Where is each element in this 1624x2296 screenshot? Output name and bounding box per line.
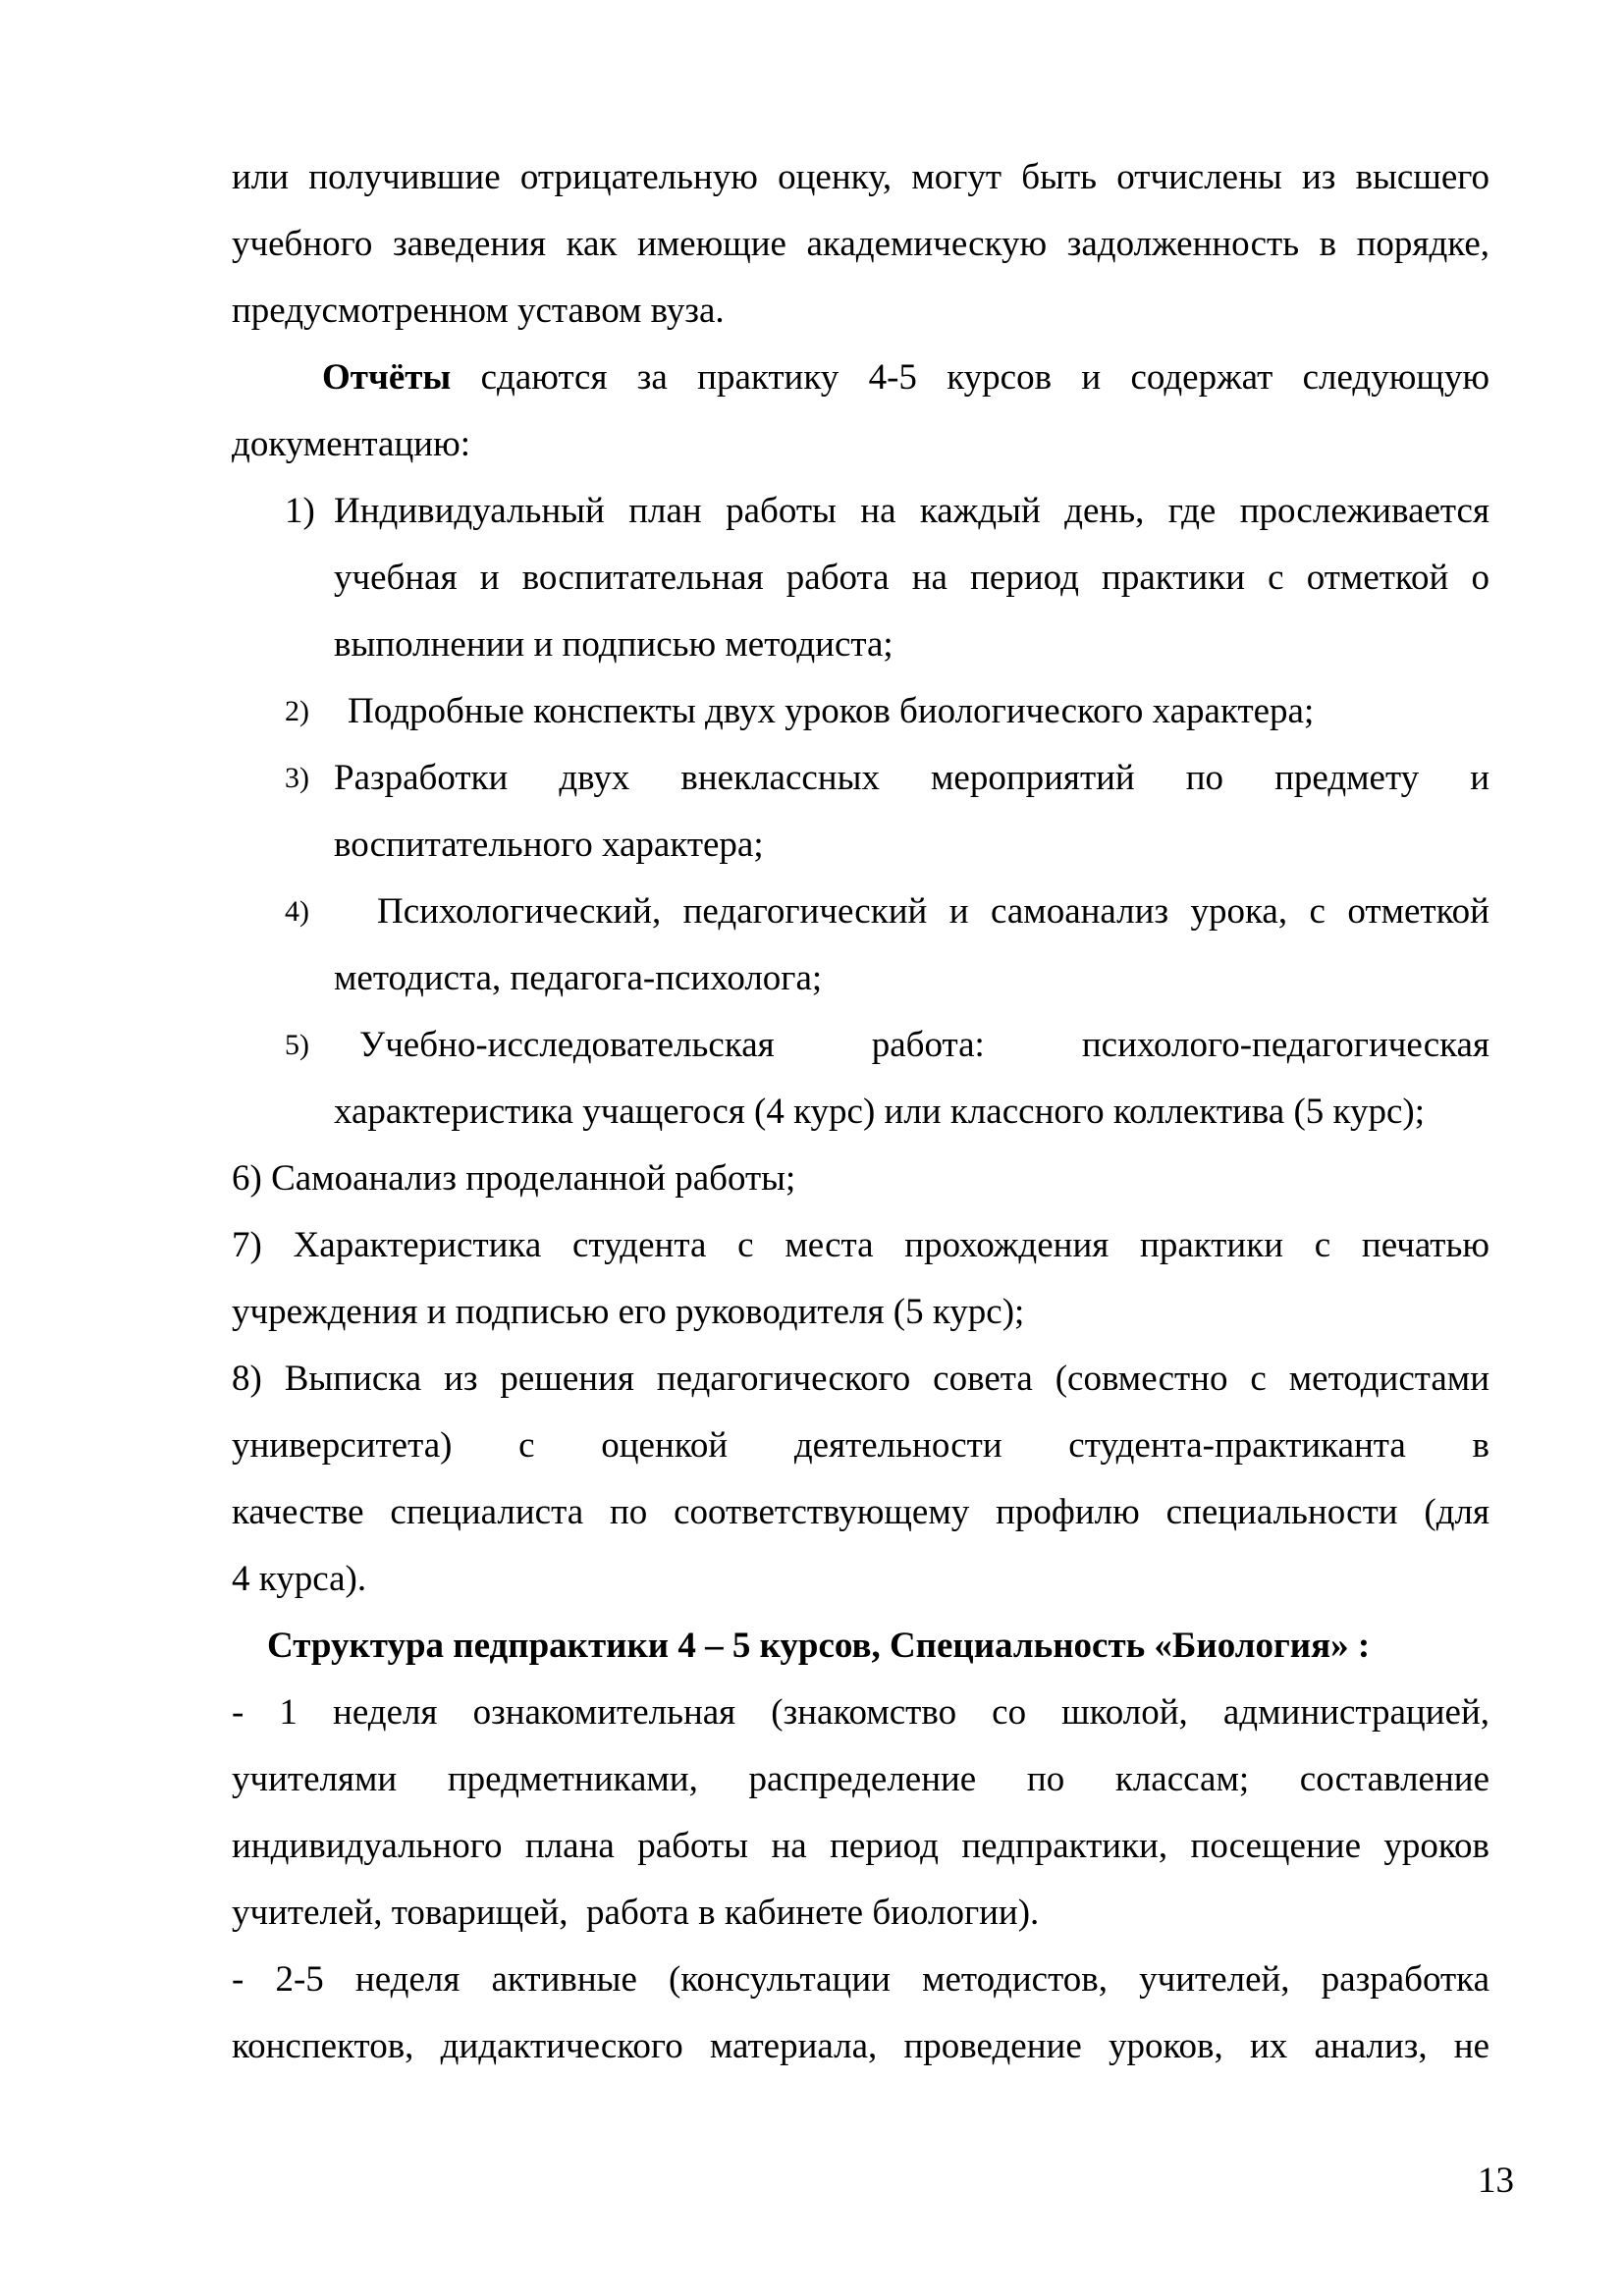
text-line: 8) Выписка из решения педагогического совета (совместно с методистами	[232, 1359, 1489, 1399]
text-line: учителей, товарищей, работа в кабинете биологии).	[232, 1893, 1040, 1933]
text-line: качестве специалиста по соответствующему профилю специальности (для	[232, 1492, 1489, 1532]
text-line: 7) Характеристика студента с места прохождения практики с печатью	[232, 1225, 1489, 1265]
bold-text: Отчёты	[322, 357, 452, 398]
list-item-text	[334, 1012, 1489, 1146]
list-item-3	[232, 745, 1489, 879]
text-line: учреждения и подписью его руководителя (5 курс);	[232, 1292, 1025, 1332]
heading-practice-structure	[232, 1613, 1489, 1680]
list-item-1	[232, 478, 1489, 678]
list-item-text	[334, 745, 1489, 879]
text-line: документацию:	[232, 424, 470, 464]
paragraph-reports-intro	[232, 345, 1489, 478]
text-line: или получившие отрицательную оценку, могут быть отчислены из высшего	[232, 157, 1489, 197]
paragraph-weeks-2-5	[232, 1947, 1489, 2080]
list-item-5	[232, 1012, 1489, 1146]
text-line: методиста, педагога-психолога;	[334, 958, 823, 998]
text-line: учебного заведения как имеющие академическую задолженность в порядке,	[232, 224, 1489, 264]
text-line: Психологический, педагогический и самоанализ урока, с отметкой	[377, 891, 1489, 932]
text-line: Индивидуальный план работы на каждый день, где прослеживается	[334, 491, 1489, 531]
text-line: - 1 неделя ознакомительная (знакомство со школой, администрацией,	[232, 1692, 1489, 1733]
text-line: выполнении и подписью методиста;	[334, 624, 893, 665]
text-line: конспектов, дидактического материала, проведение уроков, их анализ, не	[232, 2026, 1489, 2066]
list-item-text	[334, 478, 1489, 678]
text-line: Учебно-исследовательская работа: психолого-педагогическая	[359, 1025, 1489, 1065]
text-line: индивидуального плана работы на период педпрактики, посещение уроков	[232, 1826, 1489, 1866]
document-body	[232, 144, 1489, 2080]
paragraph-item-7	[232, 1212, 1489, 1346]
text-line: воспитательного характера;	[334, 825, 764, 865]
text-line: Структура педпрактики 4 – 5 курсов, Специальность «Биология» :	[267, 1626, 1371, 1666]
list-marker: 3)	[285, 762, 309, 794]
text-line: учителями предметниками, распределение по классам; составление	[232, 1759, 1489, 1799]
text-line: - 2-5 неделя активные (консультации методистов, учителей, разработка	[232, 1959, 1489, 2000]
paragraph-week-1	[232, 1680, 1489, 1947]
text-line: характеристика учащегося (4 курс) или классного коллектива (5 курс);	[334, 1092, 1425, 1132]
list-marker: 2)	[285, 695, 309, 727]
text-line: Разработки двух внеклассных мероприятий по предмету и	[334, 758, 1489, 798]
text-line: Отчёты сдаются за практику 4-5 курсов и содержат следующую	[322, 357, 1489, 398]
list-item-4	[232, 879, 1489, 1012]
list-item-2	[232, 678, 1489, 745]
text-line: Подробные конспекты двух уроков биологического характера;	[348, 691, 1315, 731]
list-item-text	[334, 678, 1489, 745]
text-line: учебная и воспитательная работа на период практики с отметкой о	[334, 558, 1489, 598]
page-number: 13	[1478, 2161, 1514, 2201]
paragraph-item-8	[232, 1346, 1489, 1613]
text-line: предусмотренном уставом вуза.	[232, 291, 725, 331]
list-marker: 4)	[285, 895, 309, 928]
text-line: 6) Самоанализ проделанной работы;	[232, 1158, 796, 1199]
text-line: 4 курса).	[232, 1559, 367, 1599]
list-marker: 1)	[285, 491, 315, 531]
paragraph-item-6	[232, 1146, 1489, 1212]
list-marker: 5)	[285, 1029, 309, 1061]
text-line: университета) с оценкой деятельности студента-практиканта в	[232, 1425, 1489, 1466]
paragraph-expulsion	[232, 144, 1489, 345]
list-item-text	[334, 879, 1489, 1012]
